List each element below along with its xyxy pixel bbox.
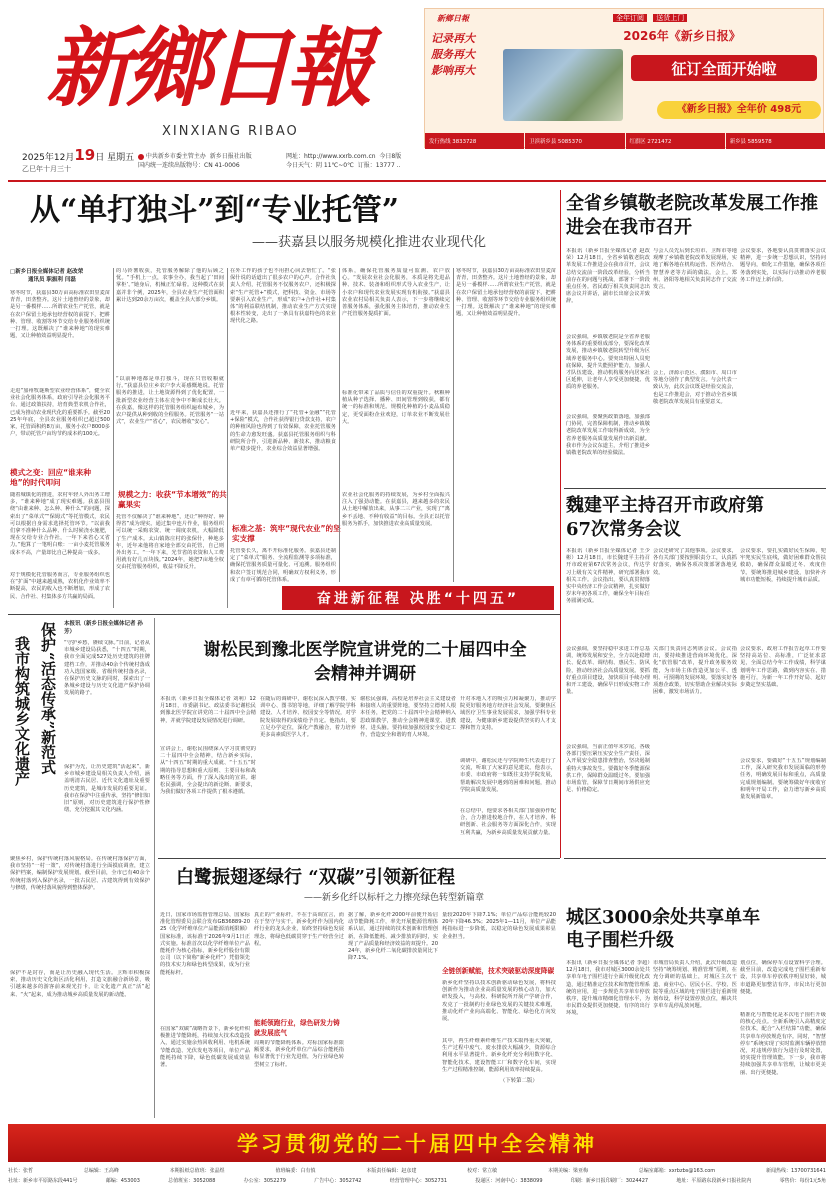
bailu-body-7: 新乡化纤坚持以技术创新驱动绿色发展，将科技创新作为推动企业高质量发展的核心动力，加大研发投入，与高校、科研院所开展产学研合作，攻克了一批制约行业绿色发展的关键技术难题，推动化纤产业向高端化、智能化、绿色化方向发展。 — [442, 980, 556, 1023]
mayor-body-5: 关部门负责同志列席会议。会议指出，要持续推进营商环境优化，深化“放管服”改革，提升政务服务效能，为市场主体营造更加公平、透明、可预期的发展环境。要落实好各项惠企政策，切实帮助企业解决实际困难，激发市场活力。 — [653, 646, 737, 696]
bike-body-3: 划点位，确保停车点设置科学合理。截至目前，改造完成电子围栏重新布设，共享单车停放秩序明显好转，城市道路更加整洁有序，市民出行更加便捷。 — [740, 960, 826, 995]
footer-item: 本期美编：梁亚梅 — [547, 1168, 588, 1174]
bailu-body-5: 据了解，新乡化纤2000年前便开始启动节能降耗工作，率先开展能源管理体系认证，通过持续的技术创新和管理创新，在降低能耗、减少排放的同时，实现了产品质量和经济效益的双提升。2024年，新乡化纤二氧化碳排放量同比下降7.1%。 — [348, 912, 438, 962]
subscription-ad[interactable] — [424, 8, 824, 148]
xie-body-3: 在随后的调研中，谢松民深入教学楼、实训中心、图书馆等地，详细了解学院学科建设、人才培养、校园安全等情况，对学院发展取得的成绩给予肯定。他指出，要立足办学定位，深化产教融合，着力培养更多高素质医学人才。 — [260, 696, 356, 739]
weather: 今日天气：阴 11℃~0℃ — [286, 162, 354, 169]
right-top-body-1: 本报讯（新乡日报全媒体记者 赵改荣）12月18日，全省乡镇敬老院改革发展工作推进会在我市召开，会议总结交流前一阶段改革经验，分析当前存在的问题与挑战，部署下一阶段重点任务。省民政厅相关负责同志出席会议并讲话，副市长出席会议并致辞。 — [566, 248, 650, 305]
right-section-divider-2 — [564, 858, 826, 859]
left-block-divider — [8, 614, 560, 615]
bailu-body-8: 其中，再生纤维素纤维生产技术取得重大突破，生产过程中废气、废水排放大幅减少，资源综合利用水平显著提升。新乡化纤充分利用数字化、智能化技术，建设智能工厂和数字化车间，实现生产过程精准控制，能源利用效率持续提高。 — [442, 1038, 556, 1073]
bailu-body-6: 量较2020年下降7.1%；单位产品综合能耗较2020年下降46.3%；2025年1—11月，单位产品能耗指标进一步降低，以稳定的绿色发展成果彰显企业担当。 — [442, 912, 556, 940]
heritage-title-1[interactable]: 保护“活态传承”新范式 — [39, 622, 57, 775]
footer-item: 值班编委：白有慎 — [275, 1168, 316, 1174]
footer-item: 本期报纸总值班：张晶煜 — [169, 1168, 225, 1174]
bailu-body-4: 周期的节能降耗体系。对标国家标准限额要求，新乡化纤单位产品综合能耗指标显著优于行业先进值，为行业绿色转型树立了标杆。 — [254, 1040, 344, 1068]
bailu-subtitle: ——新乡化纤以标杆之力擦亮绿色转型新篇章 — [304, 893, 485, 903]
lead-body-7: 体系，确保托管服务质量可监测、农户放心。“发展农业社会化服务，本质是将先进品种、技术、装备和组织形式导入农业生产，让小农户和现代农业发展实现有机衔接。”获嘉县农业农村局相关负责人表示，下一步将继续完善服务体系，强化服务主体培育，推动农业生产托管服务提质扩面。 — [342, 268, 450, 318]
lead-title[interactable]: 从“单打独斗”到“专业托管” — [30, 193, 400, 228]
heritage-body-2: 保护为先，让历史建筑“活起来”。新乡市城乡建设局相关负责人介绍，涵盖明清古民居、近代文化遗址及重要历史建筑，是城市发展的重要见证。我市在保护中注重传承，坚持“修旧如旧”原则，对历史建筑进行保护性修缮，充分挖掘其文化内涵。 — [64, 764, 150, 814]
date-prefix: 2025年12月 — [22, 153, 75, 163]
cn-number: 国内统一连续出版物号：CN 41-0006 — [138, 162, 240, 169]
right-section-divider-1 — [564, 488, 826, 489]
ad-slogan-3: 影响再大 — [431, 64, 475, 77]
mayor-body-1: 本报讯（新乡日报全媒体记者 王少彬）12月18日，市长魏建平主持召开市政府第67次常务会议，传达学习上级有关文件精神，研究部署我市相关工作。会议指出，要认真贯彻落实中央经济工作会议精神，扎实做好岁末年初各项工作，确保全年目标任务圆满完成。 — [566, 548, 650, 605]
xie-body-4: 谢松民强调，高校是培养社会主义建设者和接班人的重要阵地，要坚持立德树人根本任务，把党的二十届四中全会精神纳入思政课教学，推动全会精神进课堂、进教材、进头脑。要持续加强校园安全稳定工作，营造安全和谐的育人环境。 — [360, 696, 456, 739]
footer-item: 经营管理中心：3052731 — [389, 1178, 448, 1184]
footer-item: 总值班室：3052088 — [168, 1178, 216, 1184]
banner-mid: 奋进新征程 决胜“十四五” — [282, 586, 554, 610]
page-count: 今日8版 — [379, 153, 402, 160]
lead-body-2b: 对于规模化托管服务而言，专业服务组织也在“扩面”中越来越成熟，农机化作业效率不断提高，农民的收入也不断增加，形成了农民、合作社、村集体多方共赢的局面。 — [10, 572, 110, 600]
banner-bottom: 学习贯彻党的二十届四中全会精神 — [8, 1124, 826, 1162]
publisher: 中共新乡市委主管主办 — [145, 153, 206, 160]
heritage-body-3: 聚焦乡村，保护传统村落风貌格局。在传统村落保护方面，我市坚持“一村一策”，对传统村落进行全面摸底调查，建立保护档案，编制保护发展规划。截至目前，全市已有40余个传统村落列入保护名录，一批古民居、古建筑得到有效保护与修缮，传统村落风貌得到整体保护。 — [10, 856, 150, 891]
footer — [8, 1166, 826, 1196]
ad-slogans — [431, 31, 501, 79]
lead-body-5b: 近年来，获嘉县还推行了“托管+金融”“托管+保险”模式，合作社获得银行贷款支持，农户的种植风险也得到了有效保障，农业托管服务的生命力愈发旺盛。获嘉县托管服务组织与科研院所合作，引进新品种、新技术，推动粮食单产稳步提升，农业综合效益显著增强。 — [230, 410, 336, 453]
bailu-body-1: 近日，国家市场监督管理总局、国家标准化管理委员会联合发布GB36889-2025《化学纤维单位产品能源消耗限额》国家标准，该标准于2026年9月1日正式实施。标准首次以化学纤维单位产品能耗作为核心指标，新乡化纤股份有限公司（以下简称“新乡化纤”）凭借领先的技术实力和绿色转型成果，成为行业能耗标杆。 — [160, 912, 250, 976]
lead-body-2: 随着城镇化的推进，农村年轻人外出务工增多，“谁来种地”成了现实难题。获嘉县围绕“由谁来种、怎么种、种什么”的问题，探索出了“菜单式”“保姆式”等托管模式，农民可以根据自身需求选择托管环节。“以前我们拿不准种什么品种、什么时候浇水施肥，现在交给专业合作社，一年下来省心又省力。”他算了一笔明白账：一亩小麦托管服务成本不高，产量却比自己种提高一成多。 — [10, 492, 110, 556]
heritage-body-1: “守护乡愁，赓续文脉。”日前，记者从市城乡建设局获悉，“十四五”时期，我市全面完成527处历史建筑的挂牌建档工作，并推动40余个传统村落成功入选国家级、省级传统村落名录，在保护历史文脉的同时，探索出了一条城乡建设与历史文化遗产保护协调发展的路子。 — [64, 640, 150, 697]
bike-body-1: 本报讯（新乡日报全媒体记者 李超）12月18日，我市对城区3000余处共享单车电子围栏进行全面升级优化改造，通过精准定位技术和智能管理系统的应用，进一步规范共享单车停放秩序，提升城市精细化管理水平，为市民群众提供更加便捷、有序的出行环境。 — [566, 960, 650, 1017]
footer-line-2 — [8, 1176, 826, 1186]
footer-item: 零售价：每份1元5角 — [779, 1178, 826, 1184]
footer-item: 社址：新乡市平原路东段441号 — [8, 1178, 78, 1184]
mayor-body-8: 会议要求，要做好“十五五”规划编制工作，深入研究我市发展面临的形势任务，明确发展目标和重点，高质量完成规划编制。要统筹做好年度收官和明年开局工作，奋力谱写新乡高质量发展新篇章。 — [740, 758, 826, 801]
bike-title[interactable]: 城区3000余处共享单车电子围栏升级 — [566, 907, 761, 951]
ad-mini-logo: 新鄉日報 — [437, 14, 469, 23]
lead-body-5: 在外工作的孩子也不用担心回去帮忙了。“张保什说的话道出了很多农户的心声。合作社负责人介绍，托管服务不仅服务农户，还积极探索“生产托管+”模式，把科技、资金、市场等要素引入农业生产，形成“农户+合作社+村集体”的利益联结机制，推动农业生产方式实现根本性转变，走出了一条具有获嘉特色的农业现代化之路。 — [230, 268, 336, 325]
ad-hotline-1: 发行热线 3833728 — [425, 133, 524, 149]
subscribe-hotline: 订报：13777 .. — [357, 162, 401, 169]
xie-body-6: 调研中，谢松民还与学院师生代表进行了交流，听取了大家的意见建议。他表示，市委、市政府将一如既往支持学院发展，帮助解决发展中遇到的困难和问题，推动学院高质量发展。 — [460, 758, 556, 793]
mayor-meeting-title[interactable]: 魏建平主持召开市政府第67次常务会议 — [566, 495, 764, 540]
lead-source — [10, 268, 110, 284]
logo-pinyin: XINXIANG RIBAO — [162, 124, 299, 139]
ad-hotline-3: 红旗区 2721472 — [626, 133, 725, 149]
col-sep-1 — [113, 268, 114, 608]
lead-subhead-2: 规模之力：收获“节本增效”的共赢果实 — [118, 490, 227, 509]
masthead — [0, 0, 834, 178]
mayor-body-6: 会议要求，要扎实做好民生保障，兜牢兜实民生底线，做好困难群众帮扶救助，确保群众温暖过冬、欢度佳节。要统筹推进城乡建设，加快补齐城市功能短板，持续提升城市品质。 — [740, 548, 826, 583]
date-day: 19 — [74, 146, 96, 164]
ad-slogan-1: 记录再大 — [431, 32, 475, 45]
right-top-body-4: 与会人员先后到长垣市、卫辉市等地观摩了乡镇敬老院改革发展现场，实地了解各地在机构运营、医养结合、智慧养老等方面的做法。会上，郑州、洛阳等地相关负责同志作了交流发言。 — [653, 248, 737, 291]
ad-hotline-4: 新乡县 5859578 — [726, 133, 825, 149]
lead-subtitle: ——获嘉县以服务规模化推进农业现代化 — [252, 235, 487, 250]
lead-body-3: 的马铃薯收获，托管服务解除了他的后顾之忧。“手机上一点，农事全办，我当起了‘田间掌柜’。”她身后，机械正忙碌着。这种模式在获嘉并非个例，2025年，全县农业生产托管面积累计达到20余万亩次，覆盖全县大部分乡镇。 — [116, 268, 224, 303]
footer-item: 印刷：新乡日报印刷厂：3024427 — [570, 1178, 649, 1184]
lead-subhead-3: 标准之基：筑牢“现代农业”的坚实支撑 — [232, 524, 341, 543]
lead-body-8: 标准化带来了品质与信任的双重提升。秋粮种植从种子选择、播种、田间管理到收获，都有统一的标准和规范。规模化种植的小麦品质稳定，更受面粉企业欢迎，订单农业不断发展壮大。 — [342, 390, 450, 425]
footer-item: 广告中心：3052742 — [314, 1178, 362, 1184]
site-info — [286, 152, 436, 170]
xie-title[interactable]: 谢松民到豫北医学院宣讲党的二十届四中全会精神并调研 — [203, 640, 527, 684]
ad-headline[interactable]: 征订全面开始啦 — [631, 55, 817, 81]
lead-body-6: 托管要长久，离不开标准化服务。获嘉县还制定了“菜单式”服务、全流程监测等多项标准，确保托管服务质量可量化、可追溯。服务组织和农户签订规范合同，明确双方权利义务，形成了有章可循的托管体系。 — [230, 548, 336, 582]
lead-body-1: 寒冬时节，获嘉县30万亩高标准农田里麦苗青青，田垄整齐。这片土地曾经的景象，却是另一番模样……所谓农业生产托管，就是在农户保留土地承包经营权的前提下，把耕种、管理、收割等环节交给专业服务组织统一打理。这既解决了“谁来种地”的现实难题，又让种植效益明显提升。 — [10, 290, 110, 340]
edition: 新乡日报社出版 — [209, 153, 252, 160]
lead-source-line2: 通讯员 职振利 闫磊 — [28, 277, 76, 283]
ad-hotlines — [425, 133, 825, 149]
lead-body-10: 寒冬时节，获嘉县30万亩高标准农田里麦苗青青，田垄整齐。这片土地曾经的景象，却是另一番模样……所谓农业生产托管，就是在农户保留土地承包经营权的前提下，把耕种、管理、收割等环节交给专业服务组织统一打理。这既解决了“谁来种地”的现实难题，又让种植效益明显提升。 — [456, 268, 556, 318]
lead-body-9: 农业社会化服务的持续发展，为乡村全面振兴注入了强劲动能。在获嘉县，越来越多的农民从土地中解放出来，从事二三产业，实现了“离乡不丢地、不种有收益”的目标。全县正以托管服务为抓手，加快推进农业高质量发展。 — [342, 492, 450, 527]
bailu-subhead-2: 全链创新赋能，技术突破驱动深度降碳 — [442, 967, 555, 975]
mayor-body-4: 会议还研究了其他事项。会议要求，各有关部门要按照职责分工，认真抓好落实，确保各项决策部署落地见效。 — [653, 548, 737, 576]
newspaper-logo: 新鄉日報 — [46, 18, 366, 119]
bike-body-2: 市城管局负责人介绍，此次升级改造坚持“统筹规划、精准管理”原则，在充分调研的基础上，对城区主次干道、商业中心、居民小区、学校、医院等重点区域的电子围栏进行重新规划布设，科学设置停放点位，解决共享单车乱停乱放问题。 — [653, 960, 737, 1010]
footer-item: 本版责任编辑：赵彦建 — [366, 1168, 417, 1174]
mayor-body-3: 会议强调，当前正值年末岁尾，各级各部门要压紧压实安全生产责任，深入开展安全隐患排查整治，坚决遏制重特大事故发生。要做好冬季能源保供工作，保障群众温暖过冬。要加强市场监管，保障节日期间市场供应充足、价格稳定。 — [566, 744, 650, 794]
footer-item: 投递区：河南中心：3838099 — [475, 1178, 543, 1184]
lead-body-1b: 走进“加州牧谜斯型农业经营体系”，健全农业社会化服务体系，政府引导社会化服务平台、通过政策扶持，培育典型农机合作社，已成为推动农业现代化的重要抓手。截至2025年年底，全县农业服务组织已超过500家，托管面积约8万亩，服务小农户8000多户，带动托管户亩均节约成本约100元。 — [10, 388, 110, 438]
lead-source-line1: □新乡日报全媒体记者 赵改荣 — [10, 269, 84, 275]
footer-item: 办公室：3052279 — [243, 1178, 286, 1184]
masthead-divider — [8, 180, 826, 182]
ad-year-label: 2026年《新乡日报》 — [623, 29, 741, 43]
right-column-divider — [560, 190, 561, 858]
right-top-body-6: 会议要求，各地要认真贯彻落实会议精神，进一步统一思想认识，坚持问题导向，细化工作措施，确保各项任务落到实处，以实际行动推动养老服务工作迈上新台阶。 — [740, 248, 826, 283]
col-sep-heritage — [154, 618, 155, 1118]
right-top-title[interactable]: 全省乡镇敬老院改革发展工作推进会在我市召开 — [566, 193, 818, 238]
footer-item: 地址：平原路东段新乡日报社院内 — [676, 1178, 752, 1184]
website-url[interactable]: 网址：http://www.xxrb.com.cn — [286, 153, 376, 160]
ad-top-tags — [613, 13, 687, 23]
footer-line-1 — [8, 1166, 826, 1176]
date-suffix: 日 星期五 — [95, 153, 135, 163]
bailu-continued[interactable]: （下转第二版） — [500, 1078, 538, 1084]
ad-slogan-2: 服务再大 — [431, 48, 475, 61]
ad-tag-2: 送货上门 — [653, 14, 687, 22]
ad-tag-1: 全年订阅 — [613, 14, 647, 22]
ad-photo — [503, 49, 623, 121]
xie-body-7: 在总结中，他要求各相关部门加强协作配合，合力推进校地合作，在人才培养、科研创新、社会服务等方面深化合作，实现互利共赢，为新乡高质量发展贡献力量。 — [460, 808, 556, 836]
xie-bottom-divider — [158, 858, 560, 859]
right-top-body-5: 会上，济源示范区、濮阳市、周口市等地分别作了典型发言。与会代表一致认为，此次会议既是经验交流会，也是工作推进会，对于推动全省乡镇敬老院改革发展具有重要意义。 — [653, 370, 737, 405]
bailu-title[interactable]: 白鹭振翅逐绿行 “双碳”引领新征程 — [176, 867, 455, 888]
col-sep-4 — [453, 268, 454, 582]
lunar-date: 乙巳年十月三十 — [22, 165, 71, 173]
ad-price: 《新乡日报》全年价 498元 — [657, 101, 821, 119]
mayor-body-2: 会议强调，要坚持稳中求进工作总基调，统筹发展和安全，全力以赴稳增长、促改革、调结构、惠民生、防风险，推动经济社会高质量发展。要抓好重点项目建设，加快项目手续办理和开工建设，确保早日形成实物工作量。 — [566, 646, 650, 696]
heritage-body-4: 保护不是封存，而是让历史融入现代生活。卫辉市积极探索，推动历史文化街区活化利用，打造文旅融合新场景，吸引越来越多的游客前来观光打卡，让文化遗产真正“活”起来、“火”起来，成为推动城乡高质量发展的新动能。 — [10, 970, 150, 998]
footer-item: 总编辑：王高峰 — [83, 1168, 119, 1174]
bailu-body-3: 真正的产业标杆，不在于高调宣言，而在于坚守与实干。新乡化纤作为国内化纤行业的龙头企业，始终坚持绿色发展理念，将绿色低碳贯穿于生产经营全过程。 — [254, 912, 344, 947]
right-top-body-3: 会议强调，要聚焦政策落地，加强部门协同，完善保障机制，推动乡镇敬老院改革发展工作取得新成效，为全省养老服务高质量发展作出新贡献。我市作为会议东道主，介绍了推进乡镇敬老院改革的经验做法。 — [566, 414, 650, 457]
lead-subhead-1: 模式之变：回应“谁来种地”的时代叩问 — [10, 468, 91, 487]
footer-item: 邮编：453003 — [105, 1178, 140, 1184]
xie-body-1: 本报讯（新乡日报全媒体记者 刘利）12月18日，市委副书记、政法委书记谢松民到豫北医学院宣讲党的二十届四中全会精神，并就学院建设发展情况进行调研。 — [160, 696, 256, 724]
footer-item: 社长：张哲 — [8, 1168, 34, 1174]
col-sep-2 — [227, 268, 228, 608]
footer-item: 校对：常立敏 — [467, 1168, 498, 1174]
footer-item: 新闻热线：13700731641 — [765, 1168, 826, 1174]
ad-hotline-2: 卫滨新乡县 5085370 — [525, 133, 624, 149]
bailu-body-2: 在国家“双碳”战略背景下，新乡化纤积极推进节能降耗，持续加大技术改造投入，通过实施余热回收利用、电机系统节能改造、光伏发电等项目，单位产品能耗持续下降，绿色低碳发展成效显著。 — [160, 1026, 250, 1069]
col-sep-3 — [339, 268, 340, 582]
lead-body-4: 托管不仅解决了“谁来种地”，还让“种得好、种得省”成为现实。通过集中连片作业，服务组织可以统一采购农资、统一调度农机，大幅降低了生产成本。太山镇陈庄村的张保什，种地多年，近年来他将自家地全部交由托管，自己则外出务工。“一年下来，光节省的农资和人工费用就有好几百块钱。”2024年，她把7亩地全权交由托管服务组织，收益不降反升。 — [116, 514, 224, 571]
heritage-source: 本报讯（新乡日报全媒体记者 孙芳） — [64, 621, 143, 635]
xie-body-5: 升对本地人才的吸引力和凝聚力，推动学院更好服务地方经济社会发展。要聚焦区域医疗卫生事业发展需求，加强学科专业建设，为健康新乡建设提供坚实的人才支撑和智力支持。 — [460, 696, 556, 731]
right-top-body-2: 会议强调，乡镇敬老院是全省养老服务体系的重要组成部分，要深化改革发展，推动乡镇敬老院转型升级为区域养老服务中心。要突出特困人员兜底保障，提升失能照护能力，加强人才队伍建设，推动机构服务向居家社区延伸，让老年人享受更加便捷、优质的养老服务。 — [566, 334, 650, 391]
bike-body-4: 精准化与智能化是本次电子围栏升级的核心亮点。全新系统引入高精度定位技术，配合“入栏结算”功能，确保共享单车停放规范有序。同时，“智慧停车”系统实现了实时监测车辆停放情况，对违规停放行为进行及时处置，切实提升管理效能。下一步，我市将持续加强共享单车管理，让城市更美丽、出行更便捷。 — [740, 1012, 826, 1076]
bailu-subhead-1: 能耗领跑行业，绿色研发力铸就发展底气 — [254, 1019, 340, 1037]
mayor-body-7: 会议要求，政府工作报告起草工作要坚持高站位、高标准，广泛征求意见，全面总结今年工作成绩，科学谋划明年工作思路，做到内容实在、措施可行，为新一年工作开好局、起好步奠定坚实基础。 — [740, 646, 826, 689]
logo-badge-icon — [138, 154, 144, 160]
heritage-title-2[interactable]: 我市构筑城乡文化遗产 — [13, 636, 31, 786]
date-line — [22, 146, 134, 164]
footer-email[interactable]: 总编室邮箱：xxrbzbs@163.com — [638, 1168, 716, 1174]
lead-body-3b: “以前种地都是单打独斗，现在只管收粮就行。”获嘉县位庄乡农户李大哥感慨地说。托管服务的推进，让土地资源得到了优化配置，一批新型农业经营主体在竞争中不断成长壮大。在获嘉，像这样的托管服务组织遍布城乡，为农户提供从种到收的全程服务。托管服务“一站式”，农业生产“省心”，农民增收“安心”。 — [116, 376, 224, 426]
xie-body-2: 宣讲会上，谢松民围绕深入学习贯彻党的二十届四中全会精神，结合新乡实际，从“十四五”时期的重大成就、“十五五”时期的指导思想和重大原则、主要目标和战略任务等方面，作了深入浅出的宣讲。谢松民强调，全会提出的新论断、新要求，为我们做好各项工作提供了根本遵循。 — [160, 746, 256, 796]
